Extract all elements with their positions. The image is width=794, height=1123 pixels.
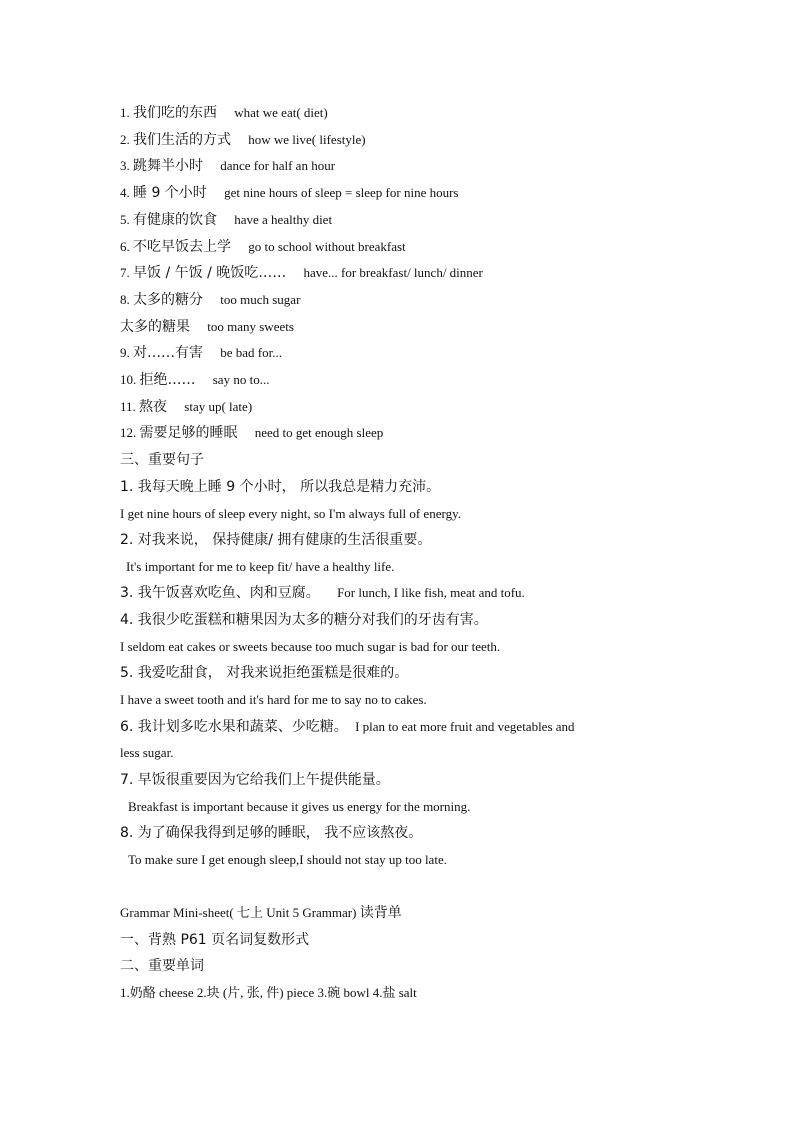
grammar-item-2: 二、重要单词 [120, 958, 204, 974]
phrase-item: 9. 对……有害 be bad for... [120, 345, 282, 361]
phrase-item: 6. 不吃早饭去上学 go to school without breakfast [120, 239, 406, 255]
sentence-en: less sugar. [120, 745, 174, 760]
section-heading: 三、重要句子 [120, 452, 204, 468]
sentence-item: 6. 我计划多吃水果和蔬菜、少吃糖。 I plan to eat more fruit and vegetables and [120, 719, 575, 735]
phrase-item: 10. 拒绝…… say no to... [120, 372, 270, 388]
sentence-en: I get nine hours of sleep every night, so I'm always full of energy. [120, 506, 461, 521]
sentence-item: 3. 我午饭喜欢吃鱼、肉和豆腐。 For lunch, I like fish, meat and tofu. [120, 585, 525, 601]
sentence-cn: 7. 早饭很重要因为它给我们上午提供能量。 [120, 772, 390, 788]
sentence-en: I have a sweet tooth and it's hard for me to say no to cakes. [120, 692, 427, 707]
phrase-item: 8. 太多的糖分 too much sugar [120, 292, 301, 308]
grammar-title: Grammar Mini-sheet( 七上 Unit 5 Grammar) 读背单 [120, 905, 402, 921]
grammar-words: 1.奶酪 cheese 2.块 (片, 张, 件) piece 3.碗 bowl 4.盐 salt [120, 985, 417, 1000]
phrase-item: 11. 熬夜 stay up( late) [120, 399, 253, 415]
grammar-item-1: 一、背熟 P61 页名词复数形式 [120, 932, 310, 948]
sentence-cn: 1. 我每天晚上睡 9 个小时， 所以我总是精力充沛。 [120, 479, 441, 495]
phrase-item: 2. 我们生活的方式 how we live( lifestyle) [120, 132, 366, 148]
phrase-item: 12. 需要足够的睡眠 need to get enough sleep [120, 425, 384, 441]
phrase-item: 1. 我们吃的东西 what we eat( diet) [120, 105, 328, 121]
phrase-item: 4. 睡 9 个小时 get nine hours of sleep = sleep for nine hours [120, 185, 459, 201]
sentence-en: Breakfast is important because it gives us energy for the morning. [128, 799, 471, 814]
sentence-cn: 5. 我爱吃甜食， 对我来说拒绝蛋糕是很难的。 [120, 665, 409, 681]
phrase-item: 7. 早饭 / 午饭 / 晚饭吃…… have... for breakfast/ lunch/ dinner [120, 265, 483, 281]
phrase-item: 5. 有健康的饮食 have a healthy diet [120, 212, 333, 228]
phrase-item: 太多的糖果 too many sweets [120, 319, 294, 335]
sentence-cn: 4. 我很少吃蛋糕和糖果因为太多的糖分对我们的牙齿有害。 [120, 612, 488, 628]
phrase-item: 3. 跳舞半小时 dance for half an hour [120, 158, 336, 174]
sentence-cn: 2. 对我来说， 保持健康/ 拥有健康的生活很重要。 [120, 532, 432, 548]
sentence-en: I seldom eat cakes or sweets because too much sugar is bad for our teeth. [120, 639, 501, 654]
sentence-cn: 8. 为了确保我得到足够的睡眠， 我不应该熬夜。 [120, 825, 423, 841]
sentence-en: It's important for me to keep fit/ have a healthy life. [126, 559, 395, 574]
sentence-en: To make sure I get enough sleep,I should not stay up too late. [128, 852, 447, 867]
